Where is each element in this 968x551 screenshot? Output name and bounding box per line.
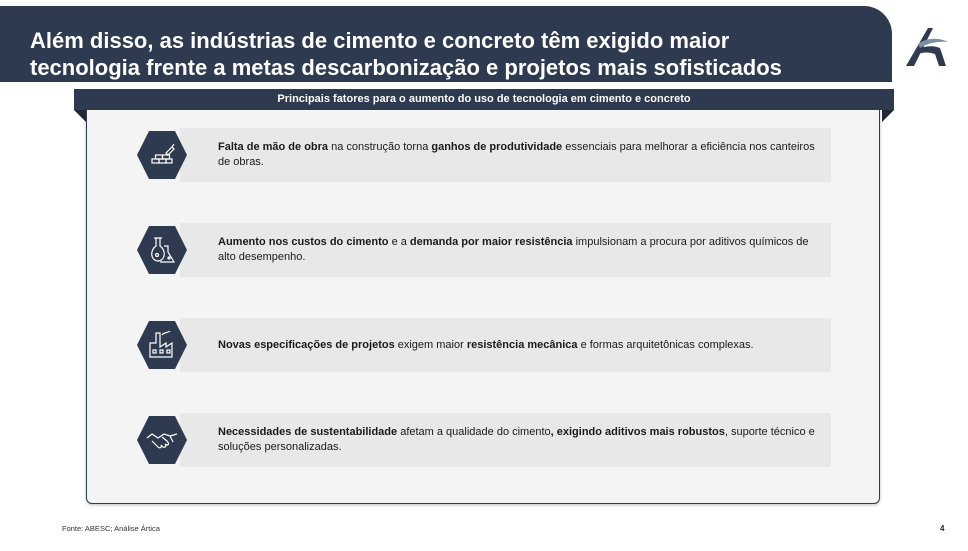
factor-text-2: impulsionam a procura por aditivos químicos de alto desempenho. — [218, 236, 809, 263]
factor-text-1: exigem maior — [394, 338, 467, 351]
page-title-line-2: tecnologia frente a metas descarbonização e projetos mais sofisticados — [30, 55, 782, 80]
factor-text — [218, 128, 817, 182]
factor-text-2: e formas arquitetônicas complexas. — [577, 338, 754, 351]
factor-row — [180, 413, 831, 467]
factor-text — [218, 413, 817, 467]
factor-text — [218, 318, 817, 372]
source-note: Fonte: ABESC; Análise Ártica — [62, 524, 160, 533]
handshake-icon — [136, 414, 188, 466]
factor-row — [180, 318, 831, 372]
factor-bold-1: Falta de mão de obra — [218, 141, 329, 153]
bricks-trowel-icon — [136, 129, 188, 181]
factor-bold-1: Novas especificações de projetos — [218, 338, 395, 351]
chemistry-flask-icon — [136, 224, 188, 276]
factor-bold-2: ganhos de produtividade — [431, 141, 563, 153]
page-number: 4 — [940, 524, 945, 533]
factor-text-1: e a — [388, 236, 410, 248]
page-title-line-1: Além disso, as indústrias de cimento e concreto têm exigido maior — [30, 28, 730, 53]
page-title — [30, 27, 880, 81]
factor-text — [218, 223, 817, 277]
factor-text-2: essenciais para melhorar a eficiência nos canteiros de obras. — [218, 141, 815, 168]
factor-bold-2: resistência mecânica — [466, 338, 578, 351]
factor-text-1: na construção torna — [328, 141, 432, 153]
factor-row — [180, 223, 831, 277]
ribbon-fold-right — [882, 110, 894, 122]
factory-icon — [136, 319, 188, 371]
factor-bold-1: Necessidades de sustentabilidade — [218, 426, 398, 438]
factor-row — [180, 128, 831, 182]
factor-bold-2: , exigindo aditivos mais robustos — [550, 426, 725, 438]
stylized-a-logo-icon — [902, 24, 952, 68]
factor-text-1: afetam a qualidade do cimento — [397, 426, 551, 438]
factor-text-2: , suporte técnico e soluções personalizadas. — [218, 426, 815, 453]
ribbon-fold-left — [74, 110, 86, 122]
factor-bold-1: Aumento nos custos do cimento — [218, 236, 389, 248]
panel-subtitle: Principais fatores para o aumento do uso de tecnologia em cimento e concreto — [74, 89, 894, 110]
factor-bold-2: demanda por maior resistência — [409, 236, 573, 248]
